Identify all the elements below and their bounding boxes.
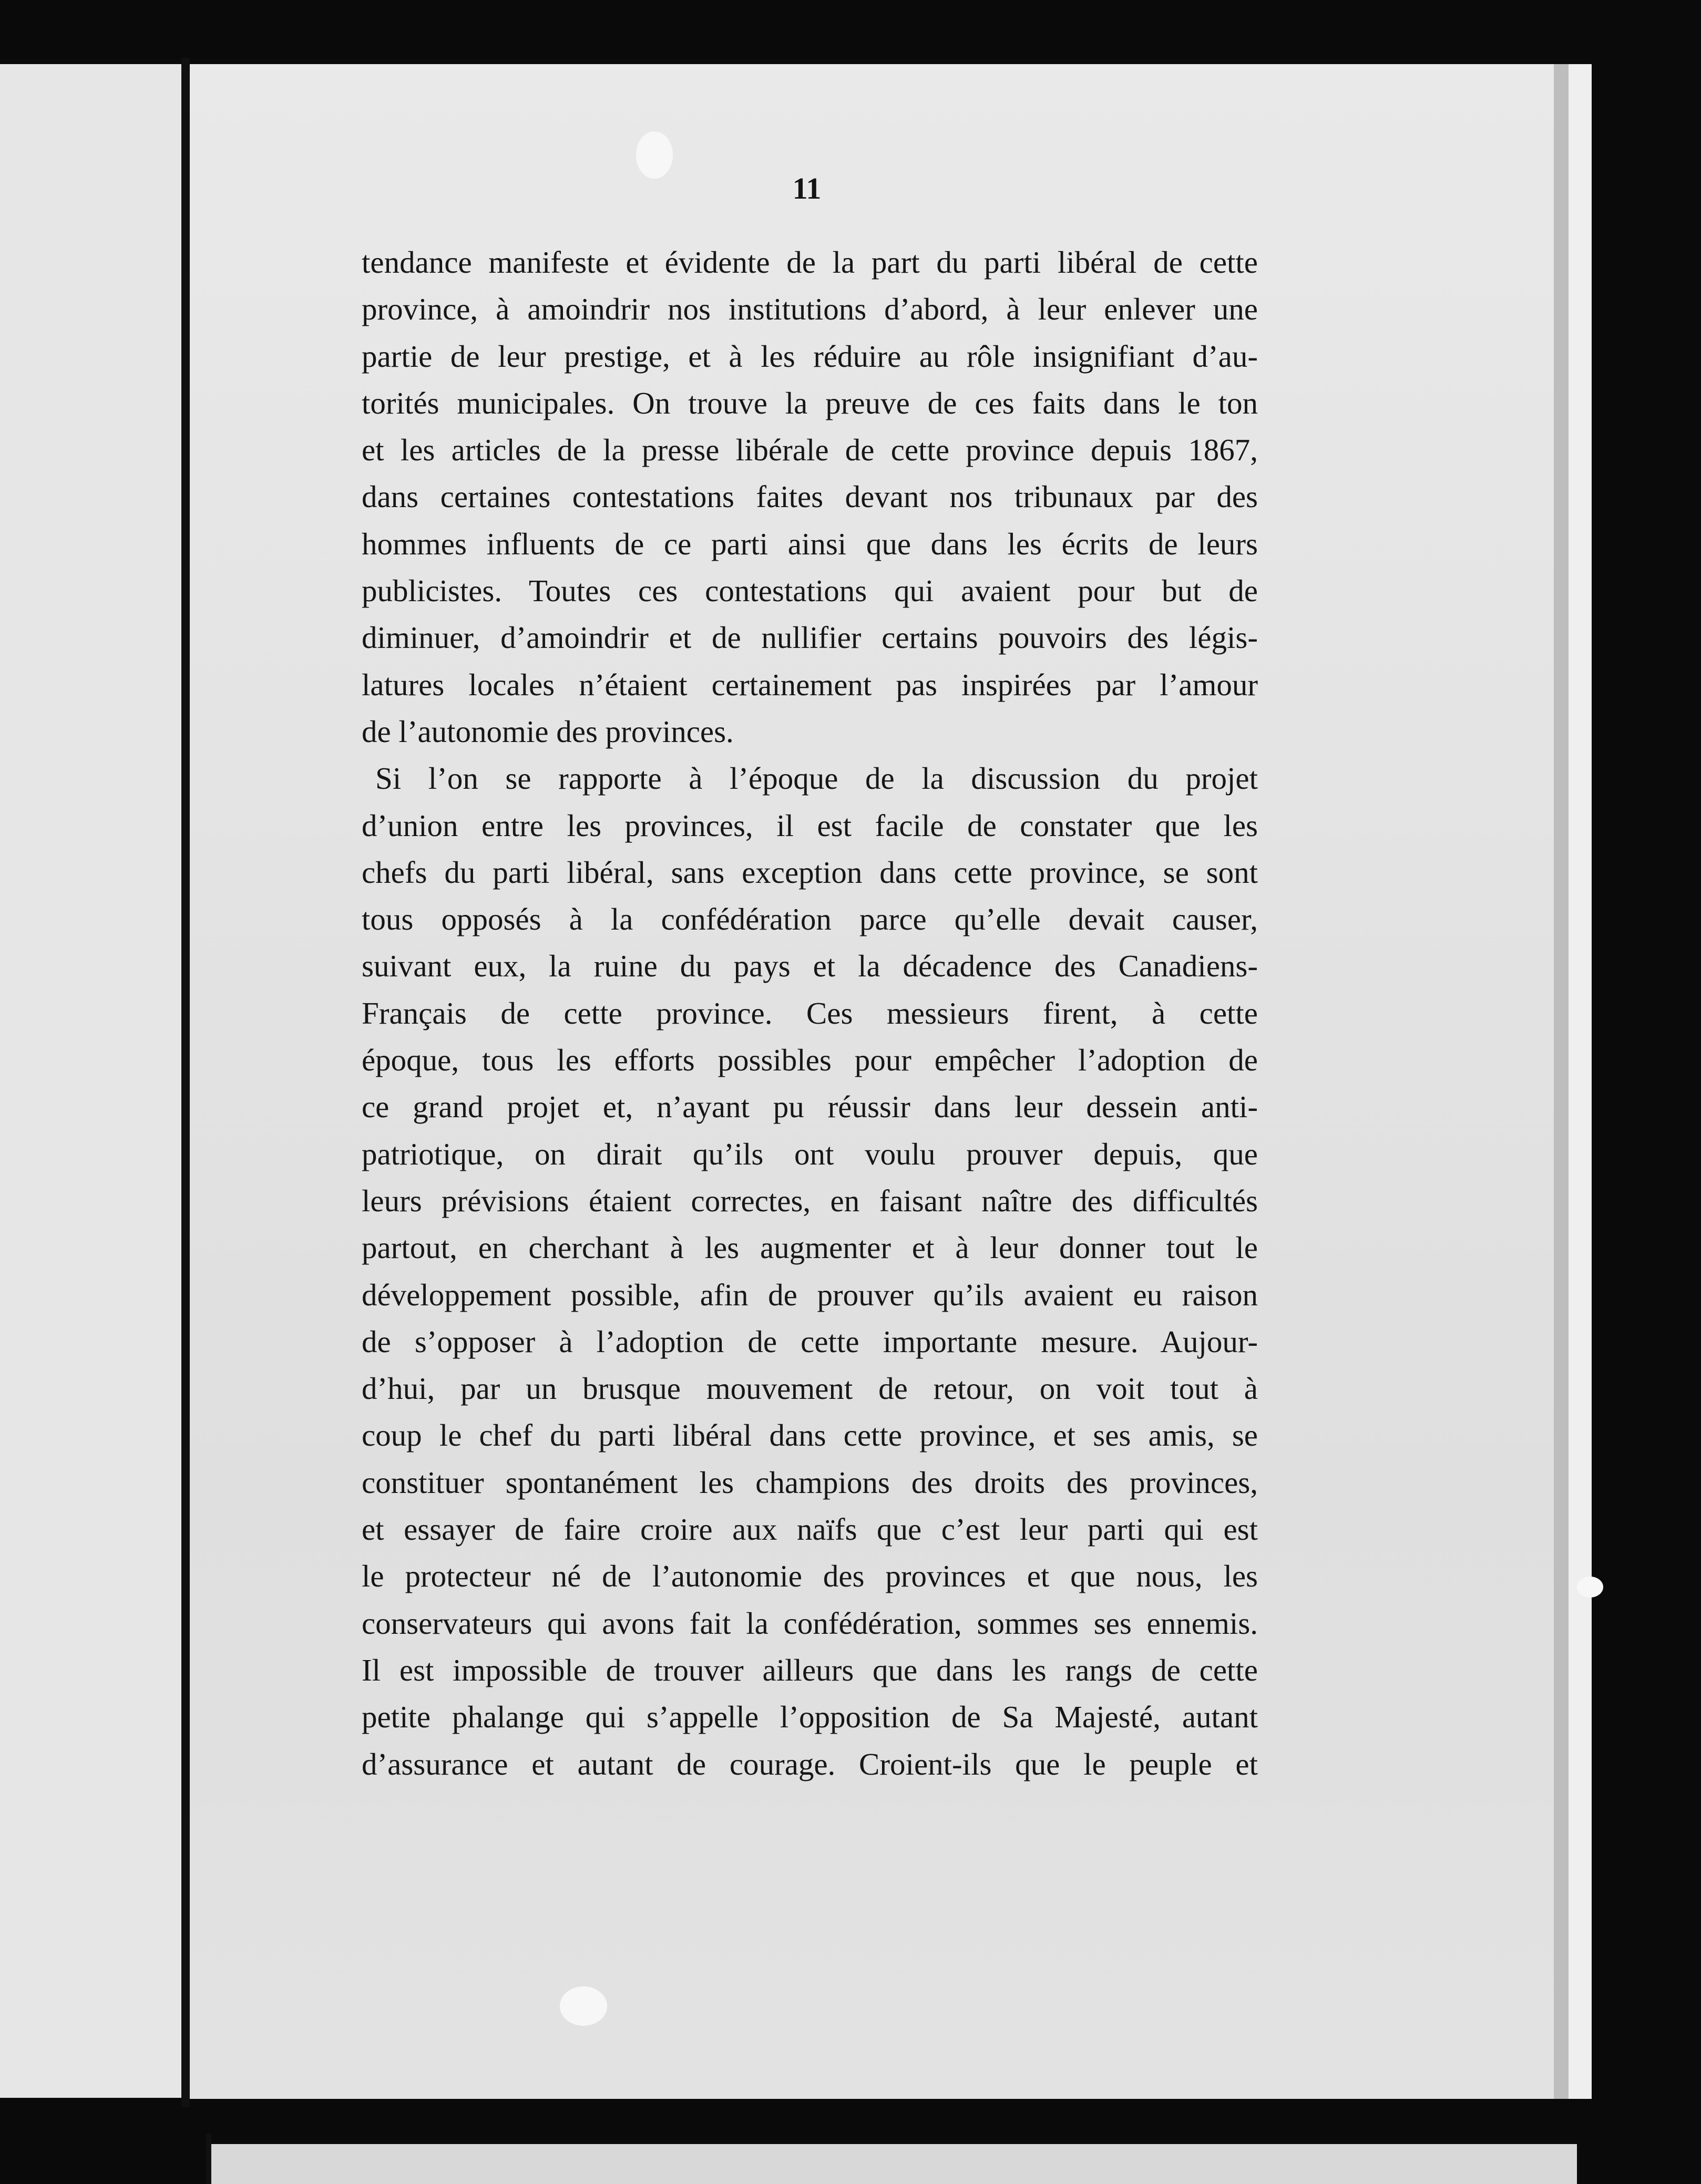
text-line: partie de leur prestige, et à les réduire au rôle insignifiant d’au- (362, 338, 1258, 374)
scan-speck (636, 131, 673, 179)
page-edge-shadow (1554, 64, 1569, 2099)
text-line: publicistes. Toutes ces contestations qui avaient pour but de (362, 573, 1258, 609)
next-page-edge (210, 2144, 1577, 2184)
text-line: patriotique, on dirait qu’ils ont voulu prouver depuis, que (362, 1136, 1258, 1171)
page-edge-strip (1569, 64, 1592, 2099)
page-number: 11 (792, 171, 822, 205)
text-line: ce grand projet et, n’ayant pu réussir dans leur dessein anti- (362, 1089, 1258, 1125)
text-line: développement possible, afin de prouver qu’ils avaient eu raison (362, 1277, 1258, 1312)
text-line: tous opposés à la confédération parce qu’elle devait causer, (362, 902, 1258, 937)
adjacent-page-edge (0, 64, 181, 2098)
text-line: partout, en cherchant à les augmenter et à leur donner tout le (362, 1230, 1258, 1265)
text-line: conservateurs qui avons fait la confédération, sommes ses ennemis. (362, 1605, 1258, 1641)
text-line: torités municipales. On trouve la preuve de ces faits dans le ton (362, 385, 1258, 420)
text-line: chefs du parti libéral, sans exception dans cette province, se sont (362, 854, 1258, 890)
text-line: province, à amoindrir nos institutions d’abord, à leur enlever une (362, 292, 1258, 327)
page-gutter-line-bottom (206, 2134, 211, 2184)
text-line: latures locales n’étaient certainement pas inspirées par l’amour (362, 667, 1258, 702)
text-line: le protecteur né de l’autonomie des provinces et que nous, les (362, 1559, 1258, 1594)
text-line: époque, tous les efforts possibles pour empêcher l’adoption de (362, 1043, 1258, 1078)
text-line: tendance manifeste et évidente de la part du parti libéral de cette (362, 245, 1258, 280)
text-line: et essayer de faire croire aux naïfs que c’est leur parti qui est (362, 1512, 1258, 1547)
text-line: d’assurance et autant de courage. Croient-ils que le peuple et (362, 1746, 1258, 1781)
text-line: petite phalange qui s’appelle l’opposition de Sa Majesté, autant (362, 1699, 1258, 1735)
text-line: Français de cette province. Ces messieurs firent, à cette (362, 995, 1258, 1031)
text-line: suivant eux, la ruine du pays et la décadence des Canadiens- (362, 949, 1258, 984)
text-line: leurs prévisions étaient correctes, en faisant naître des difficultés (362, 1183, 1258, 1218)
page-gutter-line (181, 58, 190, 2107)
paragraph-end-line: de l’autonomie des provinces. (362, 714, 734, 749)
text-line: d’hui, par un brusque mouvement de retour, on voit tout à (362, 1371, 1258, 1406)
scan-speck (1577, 1577, 1603, 1598)
scan-border-right (1592, 0, 1701, 2184)
scan-speck (560, 1986, 607, 2026)
text-line: d’union entre les provinces, il est facile de constater que les (362, 808, 1258, 843)
text-line: constituer spontanément les champions des droits des provinces, (362, 1465, 1258, 1500)
text-line: hommes influents de ce parti ainsi que dans les écrits de leurs (362, 526, 1258, 561)
text-line: et les articles de la presse libérale de cette province depuis 1867, (362, 432, 1258, 468)
text-line: de s’opposer à l’adoption de cette importante mesure. Aujour- (362, 1324, 1258, 1359)
text-line: Il est impossible de trouver ailleurs que dans les rangs de cette (362, 1652, 1258, 1687)
text-line: dans certaines contestations faites devant nos tribunaux par des (362, 479, 1258, 514)
text-line: diminuer, d’amoindrir et de nullifier certains pouvoirs des légis- (362, 620, 1258, 655)
body-text (362, 239, 1258, 1788)
paragraph-start-line: Si l’on se rapporte à l’époque de la discussion du projet (375, 761, 1258, 796)
text-line: coup le chef du parti libéral dans cette province, et ses amis, se (362, 1418, 1258, 1453)
